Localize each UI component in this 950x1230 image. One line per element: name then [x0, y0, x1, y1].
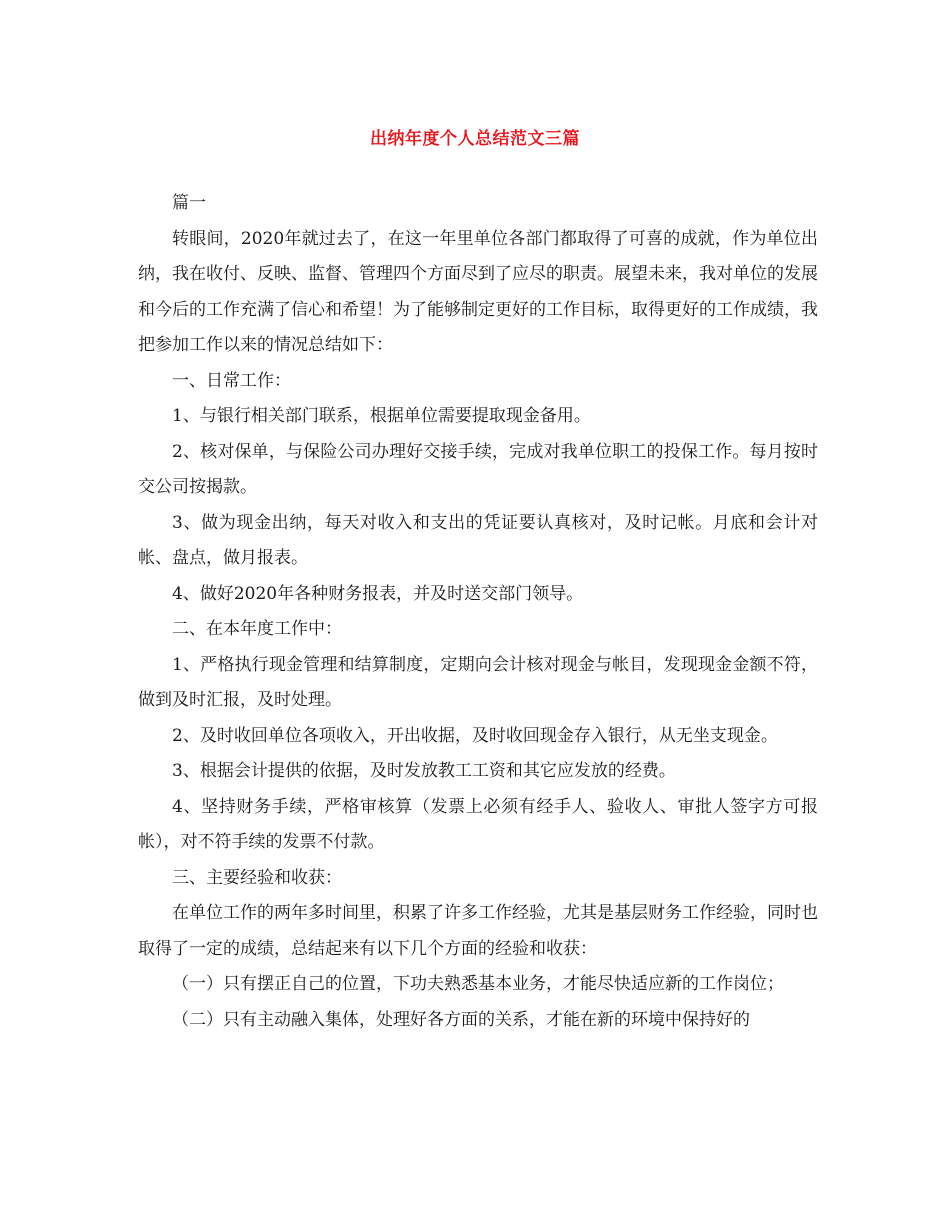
paragraph-intro: 转眼间，2020年就过去了，在这一年里单位各部门都取得了可喜的成就，作为单位出纳，我在收付、反映、监督、管理四个方面尽到了应尽的职责。展望未来，我对单位的发展和今后的工作充满了信心和希望！为了能够制定更好的工作目标，取得更好的工作成绩，我把参加工作以来的情况总结如下： [138, 228, 818, 355]
list-item: 1、严格执行现金管理和结算制度，定期向会计核对现金与帐目，发现现金金额不符，做到及时汇报，及时处理。 [138, 654, 818, 710]
document-body [138, 186, 818, 1038]
section-heading-experience: 三、主要经验和收获： [172, 867, 342, 888]
list-item: 4、做好2020年各种财务报表，并及时送交部门领导。 [172, 583, 584, 604]
section-heading-part-one: 篇一 [172, 193, 206, 213]
list-item: 3、根据会计提供的依据，及时发放教工工资和其它应发放的经费。 [172, 761, 676, 781]
section-heading-annual-work: 二、在本年度工作中： [172, 619, 342, 639]
list-item: 1、与银行相关部门联系，根据单位需要提取现金备用。 [172, 406, 591, 426]
section-heading-daily-work: 一、日常工作： [172, 370, 291, 391]
list-item: 3、做为现金出纳，每天对收入和支出的凭证要认真核对，及时记帐。月底和会计对帐、盘点，做月报表。 [138, 512, 818, 568]
document-title: 出纳年度个人总结范文三篇 [370, 129, 580, 149]
list-item: 2、及时收回单位各项收入，开出收据，及时收回现金存入银行，从无坐支现金。 [172, 725, 778, 746]
list-item: （二）只有主动融入集体，处理好各方面的关系，才能在新的环境中保持好的 [172, 1009, 750, 1030]
paragraph-experience-intro: 在单位工作的两年多时间里，积累了许多工作经验，尤其是基层财务工作经验，同时也取得了一定的成绩，总结起来有以下几个方面的经验和收获： [138, 903, 818, 959]
list-item: 2、核对保单，与保险公司办理好交接手续，完成对我单位职工的投保工作。每月按时交公司按揭款。 [138, 441, 818, 497]
list-item: 4、坚持财务手续，严格审核算（发票上必须有经手人、验收人、审批人签字方可报帐），对不符手续的发票不付款。 [138, 796, 818, 852]
list-item: （一）只有摆正自己的位置，下功夫熟悉基本业务，才能尽快适应新的工作岗位； [172, 974, 784, 994]
